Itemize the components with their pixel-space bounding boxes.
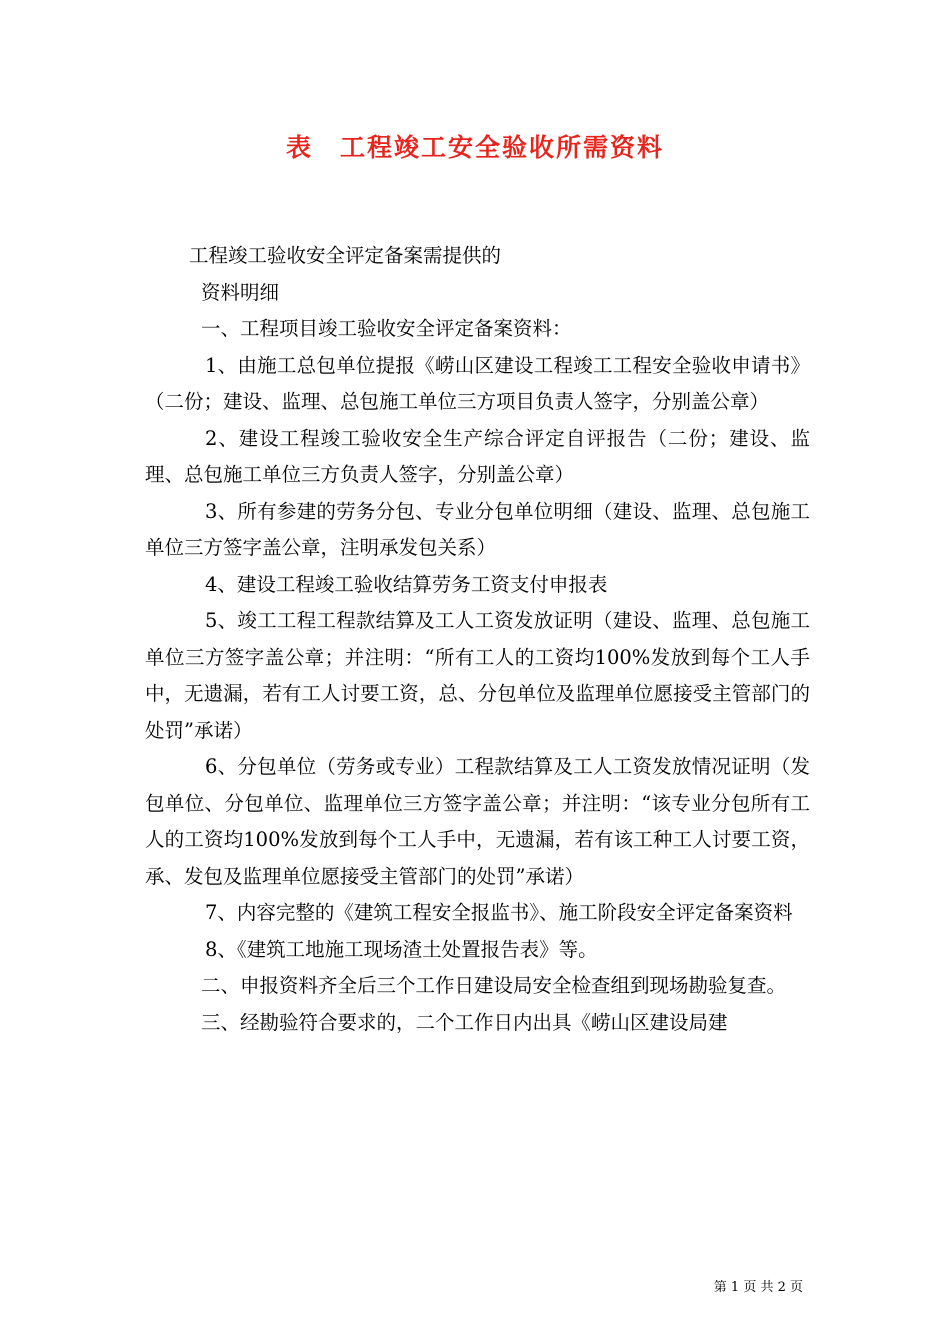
list-item-3: 3、所有参建的劳务分包、专业分包单位明细（建设、监理、总包施工单位三方签字盖公章，注明承发包关系） (145, 499, 810, 559)
list-item-4: 4、建设工程竣工验收结算劳务工资支付申报表 (205, 572, 608, 596)
list-item-1: 1、由施工总包单位提报《崂山区建设工程竣工工程安全验收申请书》（二份；建设、监理、总包施工单位三方项目负责人签字，分别盖公章） (145, 353, 810, 413)
page-number: 第 1 页 共 2 页 (713, 1280, 803, 1295)
section-heading-1: 一、工程项目竣工验收安全评定备案资料： (201, 317, 572, 340)
document-title: 表 工程竣工安全验收所需资料 (285, 133, 664, 162)
document-body (145, 238, 810, 1041)
list-item-6: 6、分包单位（劳务或专业）工程款结算及工人工资发放情况证明（发包单位、分包单位、监理单位三方签字盖公章；并注明：“该专业分包所有工人的工资均100%发放到每个工人手中，无遗漏，若有该工种工人讨要工资，承、发包及监理单位愿接受主管部门的处罚”承诺） (145, 755, 810, 888)
list-item-5: 5、竣工工程工程款结算及工人工资发放证明（建设、监理、总包施工单位三方签字盖公章；并注明：“所有工人的工资均100%发放到每个工人手中，无遗漏，若有工人讨要工资，总、分包单位及监理单位愿接受主管部门的处罚”承诺） (145, 609, 810, 742)
list-item-8: 8、《建筑工地施工现场渣土处置报告表》等。 (205, 937, 598, 961)
intro-line-1: 工程竣工验收安全评定备案需提供的 (189, 244, 502, 267)
section-heading-2: 二、申报资料齐全后三个工作日建设局安全检查组到现场勘验复查。 (201, 974, 787, 997)
section-heading-3: 三、经勘验符合要求的，二个工作日内出具《崂山区建设局建 (201, 1010, 728, 1034)
list-item-7: 7、内容完整的《建筑工程安全报监书》、施工阶段安全评定备案资料 (205, 901, 793, 924)
list-item-2: 2、建设工程竣工验收安全生产综合评定自评报告（二份；建设、监理、总包施工单位三方负责人签字，分别盖公章） (145, 426, 810, 486)
intro-line-2: 资料明细 (201, 280, 280, 304)
